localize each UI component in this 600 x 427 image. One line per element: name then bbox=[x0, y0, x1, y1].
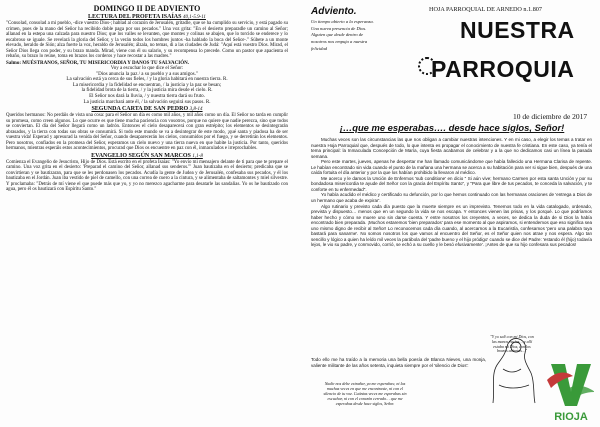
psalm-verse: la fidelidad brota de la tierra, / y la justicia mira desde el cielo. R. bbox=[81, 88, 213, 94]
masthead-parroquia: PARROQUIA bbox=[431, 56, 575, 82]
reading2-text: Queridos hermanos: No perdáis de vista una cosa: para el Señor un día es como mil años, y mil años como un día. El Señor no tarda en cumplir su promesa, como creen algunos. Lo que ocurre es que tiene mucha paciencia con vosotros, porque no quiere que nadie perezca, sino que todos se conviertan. El día del Señor llegará como un ladrón. Entonces el cielo desaparecerá con gran estrépito; los elementos se desintegrarán abrasados, y la tierra con todas sus obras se consumirá. Si todo este mundo se va a desintegrar de este modo, ¡qué santa y piadosa ha de ser vuestra vida! Esperad y apresurad la venida del Señor, cuando desaparecerán los cielos, consumidos por el fuego, y se derretirán los elementos. Pero nosotros, confiados en la promesa del Señor, esperamos un cielo nuevo y una tierra nueva en que habite la justicia. Por tanto, queridos hermanos, mientras esperáis estos acontecimientos, procurad que Dios os encuentre en paz con él, inmaculados e irreprochables. bbox=[6, 113, 288, 152]
rioja-logo-icon bbox=[545, 358, 594, 424]
logo-text: RIOJA bbox=[554, 411, 588, 423]
readings-page bbox=[6, 0, 288, 427]
psalm-label: Salmo: bbox=[6, 60, 21, 66]
day-title: DOMINGO II DE ADVIENTO bbox=[93, 4, 201, 13]
reading2-title bbox=[6, 106, 288, 113]
psalm-verse: "Dios anuncia la paz / a su pueblo y a sus amigos." bbox=[96, 71, 198, 77]
drawing-caption: "Y yo salí con mi Dios, con las manos vacías… y allí estaba mi Dios, con los brazos abiertos…" bbox=[490, 334, 534, 354]
psalm-verse: Voy a escuchar lo que dice el Señor: bbox=[110, 66, 184, 71]
gospel-ref: 1,1-8 bbox=[192, 153, 203, 159]
article-paragraph: Me acerco y le damos la Unción de Enfermos 'sub conditione' en dicio " Si aún vive; hermano Carmen por esta santa Unción y por su bondadosa misericordia te ayude del Señor con la gracia del Espíritu Santo", y "Para que libre de tus pecados, te conceda la salvación, y te conforte en tu enfermedad". bbox=[311, 175, 592, 192]
article-paragraph: Yo había acudido el médico y certificado su defunción, por lo que hemos continuado con las hermanas oraciones de 'entrega a Dios de un hermano que acaba de expirar'. bbox=[311, 192, 592, 204]
issue-date: 10 de diciembre de 2017 bbox=[513, 112, 588, 121]
poem-intro-text: Todo ello me ha traído a la memoria una bella poesía de Blanca Nieves, una monja, valiente militante de las años setenta, inquieta siempre por el 'silencio de Dios': bbox=[311, 357, 486, 368]
advent-blurb: Un tiempo abierto a la esperanza. Una nueva presencia de Dios. Alguien que desde dentro de nosotros nos empuja a nuestra felicidad bbox=[311, 19, 374, 51]
advent-heading: Adviento. bbox=[311, 6, 357, 17]
reading1-title-text: LECTURA DEL PROFETA ISAÍAS bbox=[88, 14, 182, 20]
reading2-ref: 3,8-14 bbox=[189, 107, 203, 113]
article-headline: ¡…que me esperabas…. desde hace siglos, Señor! bbox=[339, 122, 565, 133]
reading2-title-text: SEGUNDA CARTA DE SAN PEDRO bbox=[91, 106, 189, 113]
gospel-title bbox=[6, 153, 288, 160]
gospel-title-text: EVANGELIO SEGÚN SAN MARCOS bbox=[91, 152, 191, 159]
psalm-verse: La justicia marchará ante él, / la salvación seguirá sus pasos. R. bbox=[83, 99, 211, 105]
article-paragraph: Algo rutinario y previsto cada día puesto que la muerte siempre es un imprevisto. Tenemos todo en la vida catalogado, ordenado, prevista y dispuesto… menos que en un segundo la vida se nos escapa. Y entonces vienen las prisas, y los porqué. Lo que podríamos haber hecho y cómo se muere uno sin darse cuenta. Y entre nosotros los creyentes, a veces, se dedica la duda de si Dios la había encontrado bien preparada. ¡Muchos estaremos 'bien preparados' para ese momento al que aspiramos, si entendemos que eso significa sea uno mismo digno de recibir al Señor! Lo reconocemos cada día cuando, al acercarnos a la Eucaristía, confesamos 'pero una palabra tuya bastará para sanarme'. No somos nosotros los que vamos al encuentro del Señor, es el Señor quien nos atrae y nos espera. Algo tan sencillo y lógico a quien ha leído mil veces la parábola del 'padre bueno y el hijo pródigo' cuando se dice del Padre: 'estando él (hijo) todavía lejos, le vio su padre, y conmovido, corrió, se echó a su cuello y le besó efusivamente'. ¡Antes de que su hijo confesara sus pecados! bbox=[311, 203, 592, 248]
reading1-title bbox=[6, 14, 288, 21]
psalm-verse: La misericordia y la fidelidad se encuentran, / la justicia y la paz se besan; bbox=[72, 82, 222, 88]
reading1-ref: 40,1-5.9-11 bbox=[182, 15, 206, 20]
article-paragraph: Muchas veces son las circunstancias las que nos obligan a cambiar nuestras intenciones. Y en mi caso, a elegir los temas a tratar en nuestra Hoja Parroquial que, después de todo, lo que intenta es propagar el conocimiento de nuestra fe cristiana. En este caso, ya tenía el tema principal: la Inmaculada Concepción de María, cuya fiesta acabamos de celebrar y a la que no dedicamos casi un línea la pasada semana. bbox=[311, 137, 592, 159]
psalm-verse: La salvación está ya cerca de sus fieles, / y la gloria habitará en nuestra tierra. R. bbox=[66, 77, 228, 83]
reading1-text: "Consolad, consolad a mi pueblo, -dice vuestro Dios-; hablad al corazón de Jerusalén, gritadle, que se ha cumplido su servicio, y está pagado su crimen, pues de la mano del Señor ha recibido doble paga por sus pecados." Una voz grita: "En el desierto preparadle un camino al Señor; allanad en la estepa una calzada para nuestro Dios; que los valles se levanten, que montes y colinas se abajen, que lo torcido se enderece y lo escabroso se iguale. Se revelará la gloria del Señor, y la verán todos los hombres juntos -ha hablado la boca del Señor-." Súbete a un monte elevado, heraldo de Sión; alza fuerte la voz, heraldo de Jerusalén; álzala, no temas, di a las ciudades de Judá: "Aquí está vuestro Dios. Mirad, el Señor Dios llega con poder, y su brazo manda. Mirad, viene con él su salario, y su recompensa lo precede. Como un pastor que apacienta el rebaño, su brazo lo reúne, toma en brazos los corderos y hace recostar a las madres." bbox=[6, 21, 288, 59]
article-body bbox=[311, 137, 592, 357]
gospel-text: Comienza el Evangelio de Jesucristo, Hijo de Dios. Está escrito en el profeta Isaías: "Yo envío mi mensajero delante de ti para que te prepare el camino. Una voz grita en el desierto: 'Preparad el camino del Señor, allanad sus senderos.'" Juan bautizaba en el desierto; predicaba que se convirtieran y se bautizaran, para que se les perdonasen los pecados. Acudía la gente de Judea y de Jerusalén, confesaba sus pecados, y él los bautizaba en el Jordán. Juan iba vestido de piel de camello, con una correa de cuero a la cintura, y se alimentaba de saltamontes y miel silvestre. Y proclamaba: "Detrás de mí viene el que puede más que yo, y yo no merezco agacharme para desatarle las sandalias. Yo os he bautizado con agua, pero él os bautizará con Espíritu Santo." bbox=[6, 159, 288, 193]
article-paragraph: Pero este martes, jueves, apenas he despertar me han llamado comunicándome que había fallecido una Hermana Clarisa de repente. Le habían encontrado sin vida cuando el punto de la mañana una hermana se acerca a su habitación para ver si sigue bien, después de una caída fortuita el día anterior y por la que los habían prohibido la llevaron al médico. bbox=[311, 159, 592, 176]
bulletin-number: HOJA PARROQUIAL DE ARNEDO n.1.807 bbox=[429, 6, 542, 13]
psalm-verse: El Señor nos dará la lluvia, / y nuestra tierra dará su fruto. bbox=[89, 93, 205, 99]
masthead-nuestra: NUESTRA bbox=[460, 17, 575, 43]
poem-intro bbox=[311, 357, 486, 368]
poem-excerpt: Nadie nos debe extrañar, ya me esperabas; ni las muchas veces en que me encontraste, ni con el silencio de tu voz. Cuántas veces me esperabas sin escuchar, ni con el corazón cerrado… que me esperabas desde hace siglos, Señor. bbox=[323, 381, 407, 406]
psalm-title: MUÉSTRANOS, SEÑOR, TU MISERICORDIA Y DANOS TU SALVACIÓN. bbox=[22, 60, 189, 66]
bulletin-page bbox=[305, 0, 594, 427]
